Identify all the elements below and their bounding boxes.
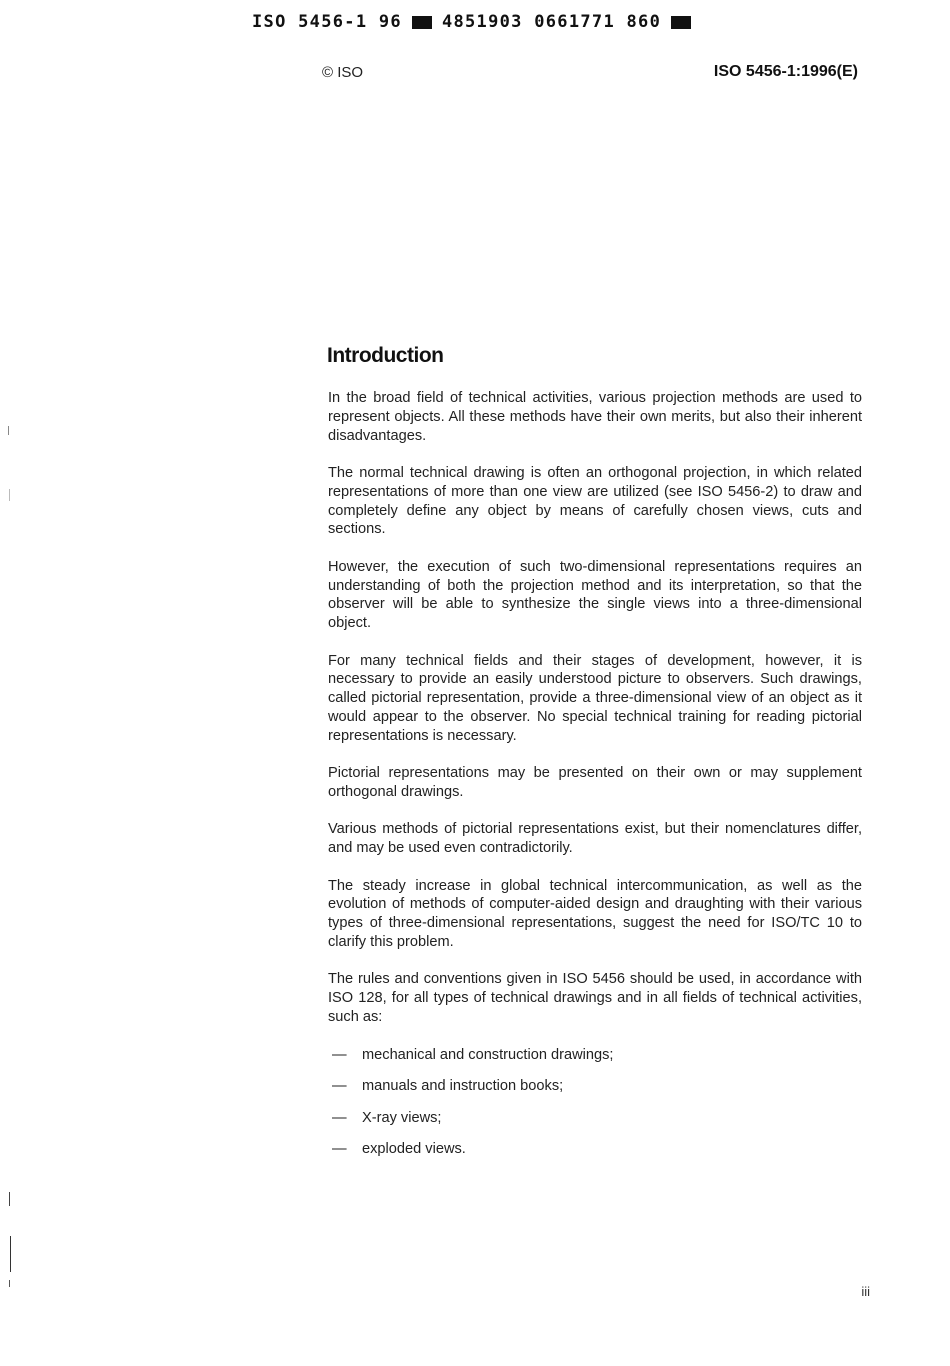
- scan-margin-mark: [8, 426, 9, 435]
- paragraph-2: The normal technical drawing is often an orthogonal projection, in which related representations of more than one view are utilized (see ISO 5456-2) to draw and completely define any object by means of carefully chosen views, cuts and sections.: [328, 464, 862, 538]
- paragraph-7: The steady increase in global technical intercommunication, as well as the evolution of methods of computer-aided design and draughting with their various types of three-dimensional representations, suggest the need for ISO/TC 10 to clarify this problem.: [328, 877, 862, 950]
- copyright-notice: © ISO: [322, 64, 364, 81]
- scan-margin-mark: [10, 1236, 11, 1272]
- list-item-text: manuals and instruction books;: [362, 1078, 564, 1095]
- standard-identifier: ISO 5456-1:1996(E): [713, 63, 858, 80]
- usage-list: [328, 1046, 862, 1172]
- list-item: [328, 1077, 862, 1109]
- scan-black-block-2: [671, 16, 691, 29]
- list-item: [328, 1046, 862, 1078]
- scan-margin-mark: [9, 1280, 10, 1287]
- paragraph-8: The rules and conventions given in ISO 5456 should be used, in accordance with ISO 128, for all types of technical drawings and in all fields of technical activities, such as:: [328, 971, 862, 1025]
- scan-margin-mark: [9, 489, 10, 501]
- paragraph-4: For many technical fields and their stages of development, however, it is necessary to provide an easily understood picture to observers. Such drawings, called pictorial representation, provide a three-dimensional view of an object as it would appear to the observer. No special technical training for reading pictorial representations is necessary.: [328, 652, 862, 744]
- list-dash: —: [332, 1046, 347, 1063]
- scan-identification-line: [252, 12, 701, 32]
- page-number: iii: [861, 1284, 870, 1299]
- list-dash: —: [332, 1109, 347, 1126]
- list-item-text: mechanical and construction drawings;: [362, 1046, 614, 1063]
- section-body: [328, 389, 862, 1172]
- list-item: [328, 1140, 862, 1172]
- section-title: Introduction: [327, 344, 444, 367]
- scan-margin-mark: [9, 1192, 10, 1206]
- scan-id-segment-2: 4851903 0661771 860: [441, 12, 662, 32]
- list-item: [328, 1109, 862, 1141]
- paragraph-6: Various methods of pictorial representations exist, but their nomenclatures differ, and may be used even contradictorily.: [328, 821, 862, 857]
- paragraph-1: In the broad field of technical activities, various projection methods are used to represent objects. All these methods have their own merits, but also their inherent disadvantages.: [328, 390, 862, 444]
- scan-id-segment-1: ISO 5456-1 96: [252, 12, 402, 32]
- list-dash: —: [332, 1141, 347, 1158]
- scan-black-block-1: [412, 16, 432, 29]
- list-dash: —: [332, 1078, 347, 1095]
- paragraph-5: Pictorial representations may be presented on their own or may supplement orthogonal drawings.: [328, 765, 862, 800]
- list-item-text: exploded views.: [362, 1141, 466, 1158]
- paragraph-3: However, the execution of such two-dimensional representations requires an understanding of both the projection method and its interpretation, so that the observer will be able to synthesize the single views into a three-dimensional object.: [328, 558, 862, 632]
- list-item-text: X-ray views;: [362, 1109, 442, 1126]
